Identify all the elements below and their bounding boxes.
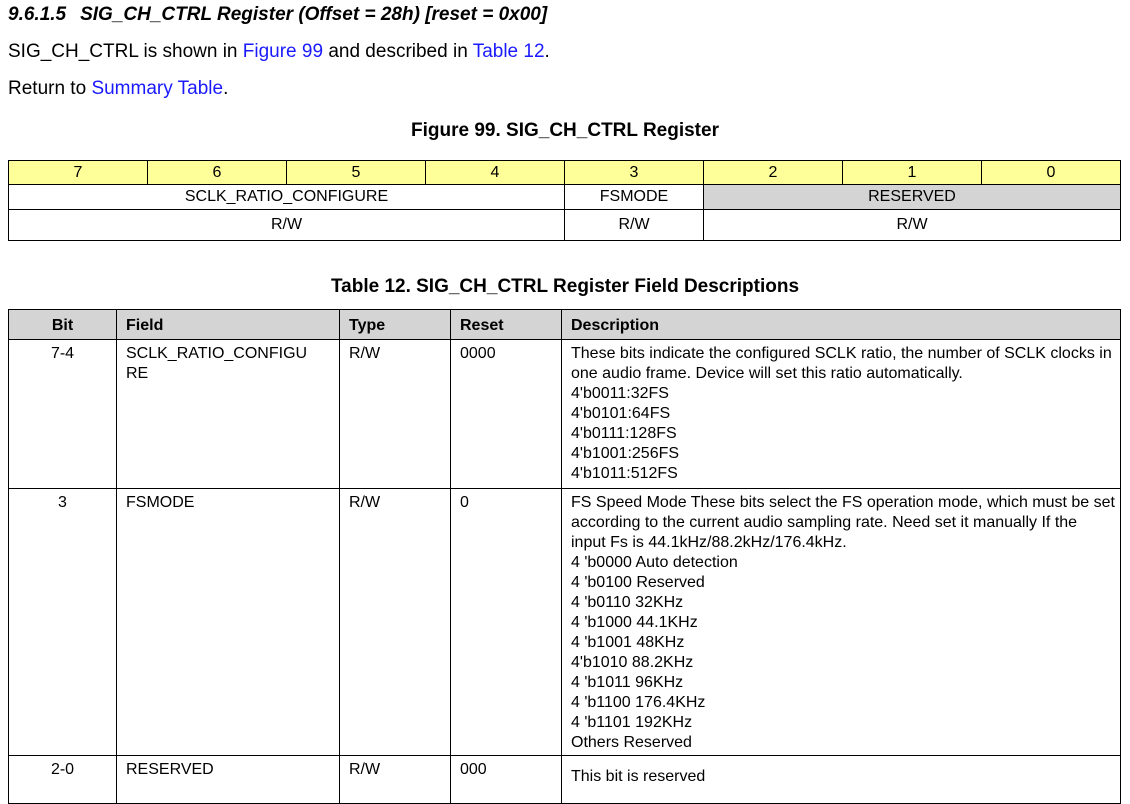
table-row bbox=[9, 489, 1121, 756]
access-fsmode: R/W bbox=[565, 210, 704, 241]
description-line: 4 'b1001 48KHz bbox=[571, 634, 685, 651]
row-field: RESERVED bbox=[117, 756, 340, 804]
register-diagram bbox=[8, 160, 1121, 241]
description-line: This bit is reserved bbox=[571, 768, 706, 785]
description-line: 4 'b1000 44.1KHz bbox=[571, 614, 698, 631]
description-line: 4 'b1011 96KHz bbox=[571, 674, 684, 691]
row-description bbox=[562, 756, 1121, 804]
row-bit: 3 bbox=[9, 489, 117, 756]
header-description: Description bbox=[562, 310, 1121, 340]
bit-5: 5 bbox=[287, 161, 426, 185]
description-line: 4 'b1100 176.4KHz bbox=[571, 694, 706, 711]
intro-line bbox=[8, 41, 550, 63]
access-row bbox=[9, 210, 1121, 241]
return-suffix: . bbox=[223, 78, 229, 99]
description-line: 4'b0101:64FS bbox=[571, 405, 671, 422]
bit-6: 6 bbox=[148, 161, 287, 185]
description-line: 4 'b0110 32KHz bbox=[571, 594, 684, 611]
access-sclk-ratio-configure: R/W bbox=[9, 210, 565, 241]
table-12-link[interactable]: Table 12 bbox=[472, 41, 545, 62]
bit-number-row bbox=[9, 161, 1121, 185]
description-line: 4 'b0000 Auto detection bbox=[571, 554, 738, 571]
description-line: 4'b0011:32FS bbox=[571, 385, 669, 402]
table-row bbox=[9, 340, 1121, 489]
table-header-row bbox=[9, 310, 1121, 340]
bit-2: 2 bbox=[704, 161, 843, 185]
description-line: FS Speed Mode These bits select the FS operation mode, which must be set according to the current audio sampling rate. Need set it manually If the input Fs is 44.1kHz/88.2kHz/176.4kHz. bbox=[571, 494, 1115, 551]
row-description bbox=[562, 340, 1121, 489]
description-line: Others Reserved bbox=[571, 734, 692, 751]
section-heading bbox=[8, 4, 547, 26]
table-caption: Table 12. SIG_CH_CTRL Register Field Descriptions bbox=[330, 276, 800, 297]
row-bit: 2-0 bbox=[9, 756, 117, 804]
return-prefix: Return to bbox=[8, 78, 92, 99]
row-field: SCLK_RATIO_CONFIGU RE bbox=[117, 340, 340, 489]
row-reset: 0000 bbox=[451, 340, 562, 489]
row-type: R/W bbox=[340, 489, 451, 756]
figure-99-link[interactable]: Figure 99 bbox=[242, 41, 324, 62]
return-line bbox=[8, 78, 228, 100]
row-reset: 0 bbox=[451, 489, 562, 756]
row-bit: 7-4 bbox=[9, 340, 117, 489]
description-line: 4 'b1101 192KHz bbox=[571, 714, 693, 731]
row-description bbox=[562, 489, 1121, 756]
section-title: SIG_CH_CTRL Register (Offset = 28h) [reset = 0x00] bbox=[80, 4, 548, 25]
header-type: Type bbox=[340, 310, 451, 340]
bit-7: 7 bbox=[9, 161, 148, 185]
row-type: R/W bbox=[340, 340, 451, 489]
description-line: 4'b1010 88.2KHz bbox=[571, 654, 694, 671]
header-field: Field bbox=[117, 310, 340, 340]
description-line: These bits indicate the configured SCLK ratio, the number of SCLK clocks in one audio frame. Device will set this ratio automatically. bbox=[571, 345, 1112, 382]
intro-prefix: SIG_CH_CTRL is shown in bbox=[8, 41, 243, 62]
description-line: 4'b1011:512FS bbox=[571, 465, 678, 482]
figure-caption: Figure 99. SIG_CH_CTRL Register bbox=[411, 120, 719, 141]
row-reset: 000 bbox=[451, 756, 562, 804]
intro-middle: and described in bbox=[323, 41, 473, 62]
table-row bbox=[9, 756, 1121, 804]
row-field: FSMODE bbox=[117, 489, 340, 756]
section-number: 9.6.1.5 bbox=[8, 4, 67, 25]
field-sclk-ratio-configure: SCLK_RATIO_CONFIGURE bbox=[9, 185, 565, 210]
bit-4: 4 bbox=[426, 161, 565, 185]
field-reserved: RESERVED bbox=[704, 185, 1121, 210]
intro-suffix: . bbox=[544, 41, 550, 62]
bit-0: 0 bbox=[982, 161, 1121, 185]
access-reserved: R/W bbox=[704, 210, 1121, 241]
description-line: 4'b1001:256FS bbox=[571, 445, 680, 462]
row-type: R/W bbox=[340, 756, 451, 804]
field-fsmode: FSMODE bbox=[565, 185, 704, 210]
description-line: 4 'b0100 Reserved bbox=[571, 574, 705, 591]
description-line: 4'b0111:128FS bbox=[571, 425, 677, 442]
field-name-row bbox=[9, 185, 1121, 210]
header-reset: Reset bbox=[451, 310, 562, 340]
summary-table-link[interactable]: Summary Table bbox=[91, 78, 224, 99]
bit-3: 3 bbox=[565, 161, 704, 185]
header-bit: Bit bbox=[9, 310, 117, 340]
field-description-table bbox=[8, 309, 1121, 804]
bit-1: 1 bbox=[843, 161, 982, 185]
